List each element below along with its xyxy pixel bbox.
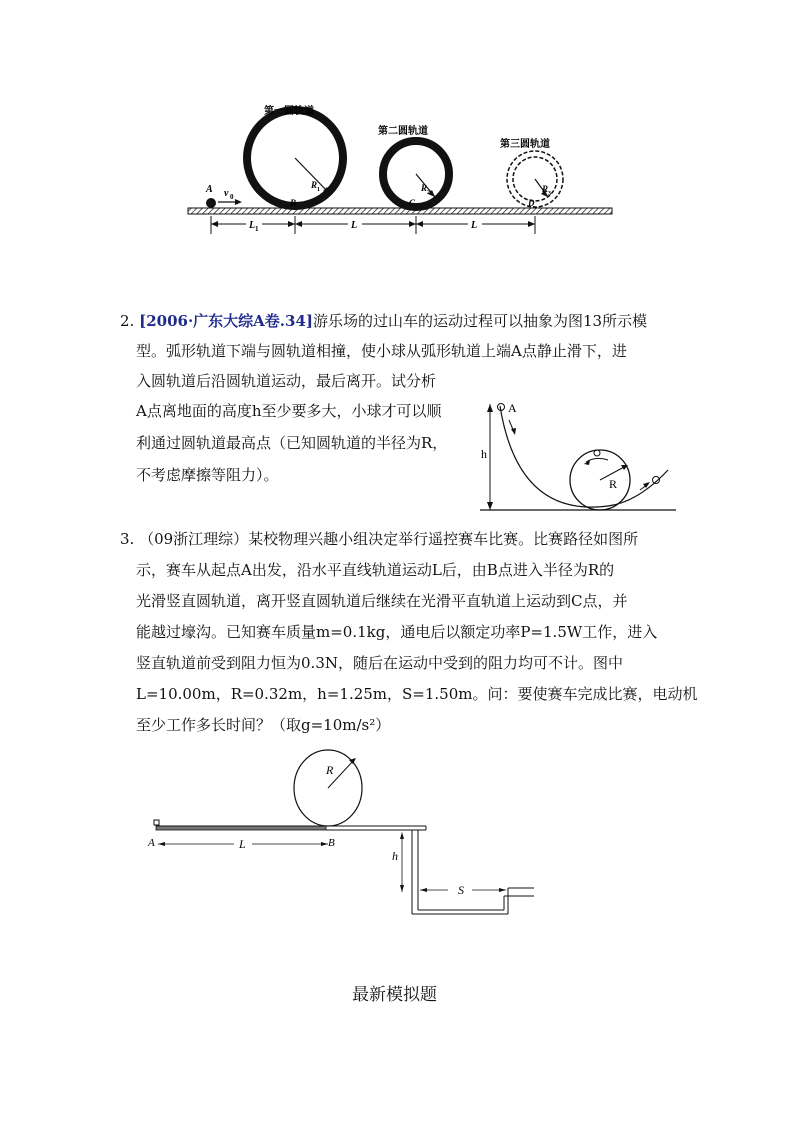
label-R1: R	[311, 180, 318, 190]
q3-line-3: 光滑竖直圆轨道，离开竖直圆轨道后继续在光滑平直轨道上运动到C点，并	[136, 592, 628, 610]
label-B: B	[328, 837, 335, 849]
label-L1: L	[249, 220, 256, 231]
label-v-sub: 0	[230, 193, 234, 201]
q3-line-5: 竖直轨道前受到阻力恒为0.3N，随后在运动中受到的阻力均可不计。图中	[136, 654, 623, 672]
label-v: v	[224, 188, 229, 199]
figure-three-loops	[180, 100, 620, 240]
q2-source: [2006·广东大综A卷.34]	[139, 312, 313, 330]
label-R2: R	[421, 183, 428, 193]
figure-race-track	[140, 746, 550, 924]
label-C: C	[409, 198, 416, 208]
label-D: D	[528, 198, 535, 208]
track-shaded	[156, 826, 326, 830]
q2-text-1: 游乐场的过山车的运动过程可以抽象为图13所示模	[313, 312, 648, 330]
label-R1-sub: 1	[317, 187, 320, 193]
q2-line-6: 不考虑摩擦等阻力）。	[136, 466, 279, 484]
label-A: A	[508, 401, 517, 415]
loop2-title: 第二圆轨道	[378, 126, 428, 137]
label-R3-sub: 3	[548, 191, 551, 197]
label-L1-sub: 1	[255, 225, 259, 233]
label-A: A	[206, 184, 213, 195]
q3-text-1: （09浙江理综）某校物理兴趣小组决定举行遥控赛车比赛。比赛路径如图所	[139, 530, 639, 548]
label-L-b: L	[471, 220, 478, 231]
start-box	[154, 820, 159, 825]
q3-number: 3.	[120, 530, 135, 548]
ground-track	[188, 208, 612, 214]
label-R: R	[326, 763, 334, 777]
section-title: 最新模拟题	[352, 985, 437, 1005]
label-L-a: L	[351, 220, 358, 231]
q3-line-6: L=10.00m，R=0.32m，h=1.25m，S=1.50m。问：要使赛车完成比赛，电动机	[136, 685, 698, 703]
label-A: A	[148, 837, 155, 849]
q2-line-3: 入圆轨道后沿圆轨道运动，最后离开。试分析	[136, 372, 437, 390]
label-L: L	[239, 837, 246, 851]
label-R: R	[609, 477, 618, 491]
q3-line-1	[120, 526, 638, 552]
label-B: B	[290, 198, 297, 208]
label-h: h	[392, 849, 398, 863]
q3-line-2: 示，赛车从起点A出发，沿水平直线轨道运动L后，由B点进入半径为R的	[136, 561, 615, 579]
q2-line-4: A点离地面的高度h至少要多大，小球才可以顺	[136, 402, 442, 420]
q2-line-5: 利通过圆轨道最高点（已知圆轨道的半径为R，	[136, 434, 448, 452]
q2-number: 2.	[120, 312, 135, 330]
label-R2-sub: 2	[427, 190, 430, 196]
ramp-curve	[500, 406, 668, 507]
q2-line-1	[120, 308, 647, 334]
ball	[206, 198, 216, 208]
label-R3: R	[542, 184, 549, 194]
q3-line-7: 至少工作多长时间？（取g=10m/s²）	[136, 716, 391, 734]
loop1-title: 第一圆轨道	[264, 106, 314, 117]
label-S: S	[458, 883, 464, 897]
label-h: h	[481, 447, 487, 461]
loop3-title: 第三圆轨道	[500, 139, 550, 150]
q2-line-2: 型。弧形轨道下端与圆轨道相撞，使小球从弧形轨道上端A点静止滑下，进	[136, 342, 627, 360]
q3-line-4: 能越过壕沟。已知赛车质量m=0.1kg，通电后以额定功率P=1.5W工作，进入	[136, 623, 658, 641]
figure-ramp-loop	[478, 398, 678, 516]
